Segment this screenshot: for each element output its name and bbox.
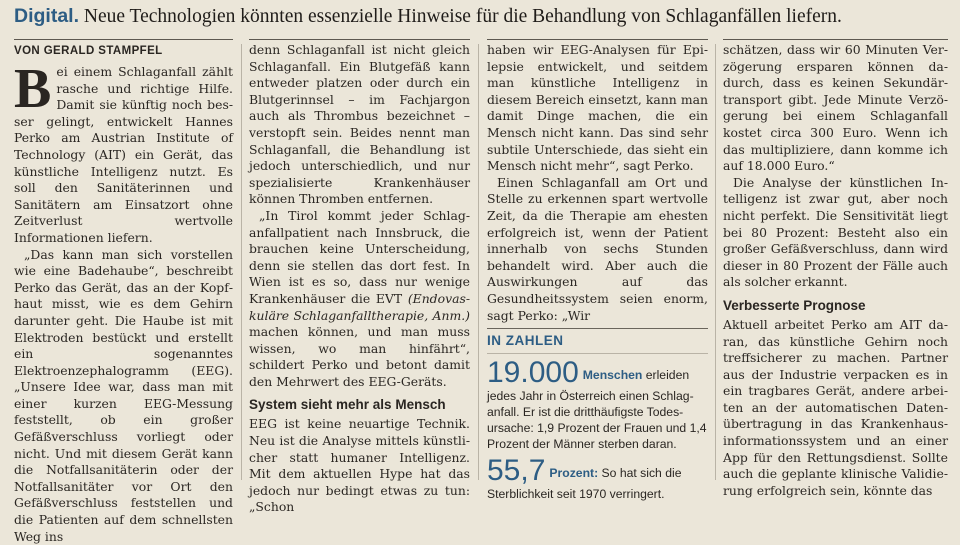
column-divider — [715, 44, 716, 480]
subheading: Verbesserte Prognose — [723, 297, 866, 313]
article-paragraph: denn Schlaganfall ist nicht gleich Schlaganfall. Ein Blutgefäß kann entweder platzen oder durch ein Blutgerinnsel – im Fachjargon auch als Thrombus bezeichnet – verstopft sein. Beides nennt man Schlaganfall, die Behandlung ist jedoch unterschiedlich, und nur spezialisierte Krankenhäuser können Thromben entfernen. — [249, 42, 470, 207]
article-paragraph: Die Analyse der künstlichen Intelligenz ist zwar gut, aber noch nicht perfekt. Die Sensitivität liegt bei 80 Prozent: Besteht also ein großer Gefäßverschluss, dann wird dieser in 80 Prozent der Fälle auch als solcher erkannt. — [723, 174, 948, 290]
fact-text: erleiden jedes Jahr in Österreich einen Schlaganfall. Er ist die dritthäufigste Todesursache: 1,9 Prozent der Frauen und 1,4 Prozent der Männer sterben daran. — [487, 367, 707, 451]
article-paragraph: EEG ist keine neuartige Technik. Neu ist die Analyse mittels künstlicher statt humaner Intelligenz. Mit dem aktuellen Hype hat das jedoch nur bedingt etwas zu tun: „Schon — [249, 416, 470, 515]
paragraph-italic: (Endovaskuläre Schlaganfalltherapie, Anm.) — [249, 290, 470, 323]
fact-number: 55,7 — [487, 453, 546, 487]
headline — [14, 5, 954, 28]
column-divider — [478, 44, 479, 480]
article-paragraph: „Das kann man sich vorstellen wie eine Badehaube“, beschreibt Perko das Gerät, das an der Kopfhaut misst, wie es dem Gehirn darunter geht. Die Haube ist mit Elektroden bestückt und erstellt ein sogenanntes Elektroenzephalogramm (EEG). „Unsere Idee war, dass man mit einer kurzen EEG-Messung feststellt, ob ein großer Gefäßverschluss vorliegt oder nicht. Und mit diesem Gerät kann die Notfallsanitäterin oder der Notfallsanitäter vor Ort den Gefäßverschluss feststellen und die Patienten auf dem schnellsten Weg ins — [14, 246, 233, 544]
fact-lead: Menschen — [582, 367, 643, 382]
rule-col2 — [249, 39, 470, 40]
column-divider — [241, 44, 242, 480]
article-paragraph — [249, 208, 470, 391]
article-column-1 — [14, 42, 233, 544]
fact-lead: Prozent: — [549, 465, 599, 480]
paragraph-text: ei einem Schlaganfall zählt rasche und richtige Hilfe. Damit sie künftig noch besser gelingt, entwickelt Hannes Perko am Austrian Institute of Technology (AIT) ein Gerät, das künstliche Intelligenz nutzt. Es soll den Sanitäterinnen und Sanitätern am Einsatzort ohne Zeitverlust wertvolle Informationen liefern. — [14, 64, 233, 245]
rule-col3 — [487, 39, 708, 40]
infobox-fact — [487, 355, 708, 452]
headline-text: Neue Technologien könnten essenzielle Hinweise für die Behandlung von Schlaganfällen liefern. — [79, 6, 842, 27]
article-column-2 — [249, 42, 470, 515]
drop-cap: B — [14, 58, 52, 120]
article-column-4 — [723, 42, 948, 498]
infobox-divider — [487, 353, 708, 354]
paragraph-text: „In Tirol kommt jeder Schlaganfallpatient nach Innsbruck, die brauchen keine Unterscheidung, denn sie stellen das dort fest. In Wien ist es so, dass nur wenige Krankenhäuser die EVT — [249, 207, 470, 306]
fact-text: So hat sich die Sterblichkeit seit 1970 verringert. — [487, 465, 682, 501]
article-paragraph: Aktuell arbeitet Perko am AIT daran, das künstliche Gehirn noch treffsicherer zu machen. Partner aus der Industrie verpacken es in ein tragbares Gerät, andere arbeiten an der automatischen Datenübertragung in das Krankenhausinformationssystem und an einer App für den Rettungsdienst. Sollte auch die geplante klinische Validierung erfolgreich sein, könnte das — [723, 316, 948, 498]
headline-kicker: Digital. — [14, 5, 80, 27]
infobox-fact — [487, 453, 708, 502]
article-paragraph: Einen Schlaganfall am Ort und Stelle zu erkennen spart wertvolle Zeit, da die Therapie am ehesten erfolgreich ist, wenn der Patient innerhalb von sechs Stunden behandelt wird. Aber auch die Auswirkungen auf das Gesundheitssystem seien enorm, sagt Perko: „Wir — [487, 174, 708, 323]
article-paragraph: schätzen, dass wir 60 Minuten Verzögerung ersparen können dadurch, dass es keinen Sekundärtransport gibt. Jede Minute Verzögerung bei einem Schlaganfall kostet circa 300 Euro. Wenn ich das multipliziere, dann komme ich auf 18.000 Euro.“ — [723, 42, 948, 174]
rule-col4 — [723, 39, 948, 40]
rule-col1 — [14, 39, 233, 40]
fact-number: 19.000 — [487, 355, 579, 389]
paragraph-text: machen können, und man muss wissen, wo man hinfährt“, schildert Perko und betont damit den Mehrwert des EEG-Geräts. — [249, 324, 470, 389]
article-column-3 — [487, 42, 708, 501]
infobox-title: IN ZAHLEN — [487, 328, 708, 350]
article-paragraph — [14, 58, 233, 247]
subheading: System sieht mehr als Mensch — [249, 397, 446, 413]
byline: VON GERALD STAMPFEL — [14, 45, 163, 57]
article-paragraph: haben wir EEG-Analysen für Epilepsie entwickelt, und seitdem man künstliche Intelligenz in diesem Bereich einsetzt, kann man damit Dinge machen, die ein Mensch nicht kann. Das sind sehr subtile Unterschiede, das sieht ein Mensch nicht mehr“, sagt Perko. — [487, 42, 708, 174]
